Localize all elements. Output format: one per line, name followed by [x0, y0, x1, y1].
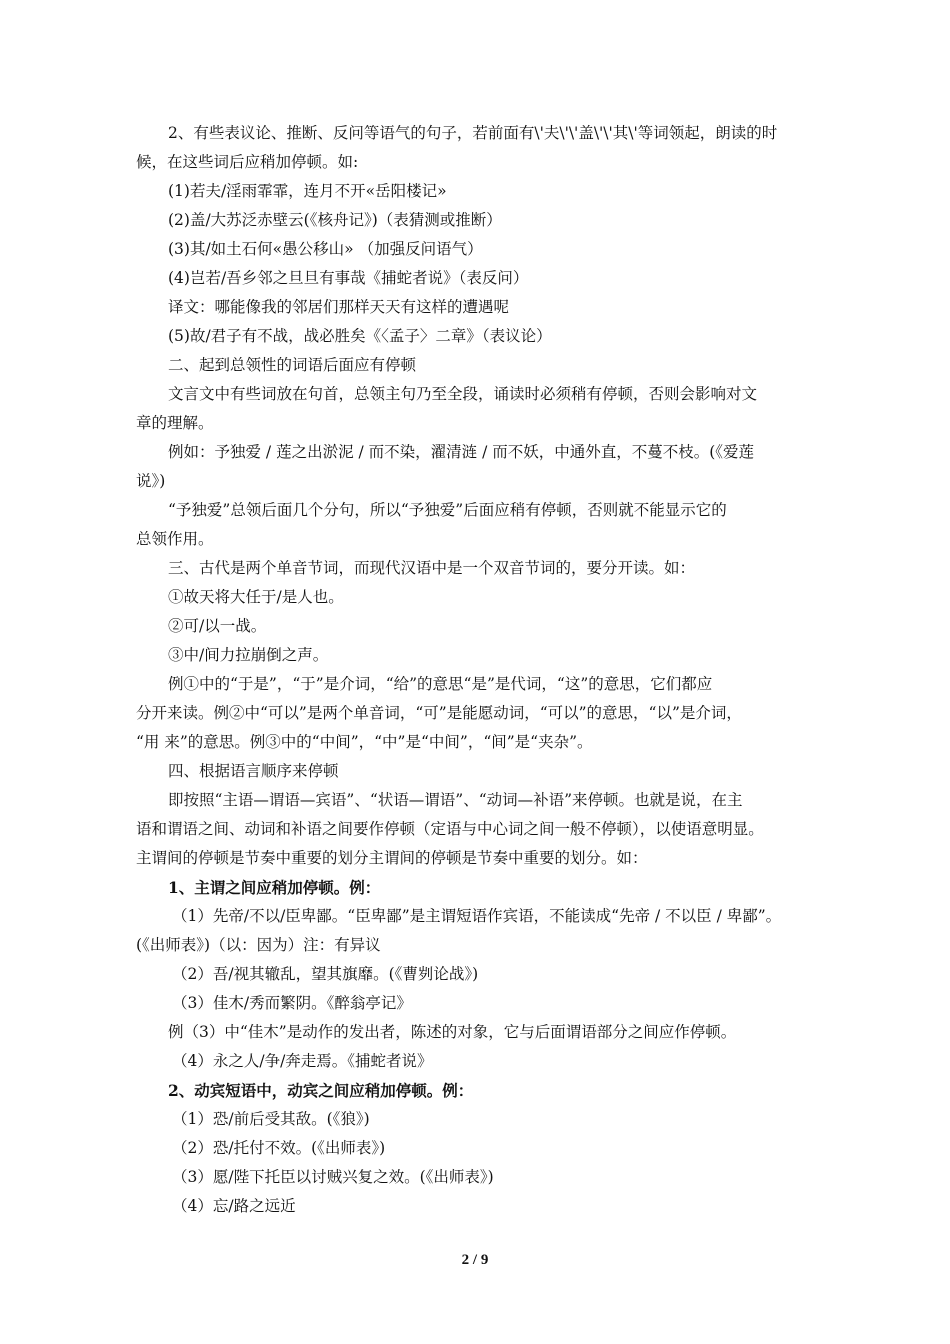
page-number: 2 / 9	[461, 1252, 489, 1268]
example-line: （3）佳木/秀而繁阴。《醉翁亭记》	[172, 994, 412, 1012]
list-item: (2)盖/大苏泛赤壁云(《核舟记》)（表猜测或推断）	[168, 211, 502, 229]
list-item: ③中/间力拉崩倒之声。	[168, 646, 329, 664]
section-heading: 三、古代是两个单音节词，而现代汉语中是一个双音节词的，要分开读。如：	[168, 559, 696, 577]
paragraph-line: “予独爱”总领后面几个分句，所以“予独爱”后面应稍有停顿，否则就不能显示它的	[168, 501, 727, 519]
paragraph-line: 2、有些表议论、推断、反问等语气的句子，若前面有\'夫\'\'盖\'\'其\'等词领起，朗读的时	[168, 124, 778, 142]
example-line: (《出师表》)（以：因为）注：有异议	[136, 936, 381, 954]
paragraph-line: 候，在这些词后应稍加停顿。如:	[136, 153, 359, 171]
example-line: （3）愿/陛下托臣以讨贼兴复之效。(《出师表》)	[172, 1168, 494, 1186]
list-item: (4)岂若/吾乡邻之旦旦有事哉《捕蛇者说》（表反问）	[168, 269, 529, 287]
paragraph-line: 章的理解。	[136, 414, 214, 432]
example-line: 说》)	[136, 472, 166, 490]
list-item: (3)其/如土石何«愚公移山» （加强反问语气）	[168, 240, 483, 258]
list-item: (1)若夫/淫雨霏霏，连月不开«岳阳楼记»	[168, 182, 447, 200]
example-line: （4）忘/路之远近	[172, 1197, 296, 1215]
example-line: （1）恐/前后受其敌。(《狼》)	[172, 1110, 370, 1128]
subsection-heading: 2、动宾短语中，动宾之间应稍加停顿。例：	[168, 1081, 474, 1100]
example-line: （2）吾/视其辙乱，望其旗靡。(《曹刿论战》)	[172, 965, 479, 983]
example-line: （2）恐/托付不效。(《出师表》)	[172, 1139, 386, 1157]
paragraph-line: 文言文中有些词放在句首，总领主句乃至全段，诵读时必须稍有停顿，否则会影响对文	[168, 385, 758, 403]
section-heading: 四、根据语言顺序来停顿	[168, 762, 339, 780]
list-item: (5)故/君子有不战，战必胜矣《〈孟子〉二章》（表议论）	[168, 327, 552, 345]
subsection-heading: 1、主谓之间应稍加停顿。例：	[168, 878, 381, 897]
example-line: （4）永之人/争/奔走焉。《捕蛇者说》	[172, 1052, 433, 1070]
list-item: ②可/以一战。	[168, 617, 267, 635]
example-line: 例如：予独爱 / 莲之出淤泥 / 而不染，濯清涟 / 而不妖，中通外直，不蔓不枝。(《爱莲	[168, 443, 755, 461]
list-item: ①故天将大任于/是人也。	[168, 588, 344, 606]
paragraph-line: 语和谓语之间、动词和补语之间要作停顿（定语与中心词之间一般不停顿），以使语意明显。	[136, 820, 764, 838]
paragraph-line: 例①中的“于是”，“于”是介词，“给”的意思“是”是代词，“这”的意思，它们都应	[168, 675, 713, 693]
paragraph-line: 例（3）中“佳木”是动作的发出者，陈述的对象，它与后面谓语部分之间应作停顿。	[168, 1023, 737, 1041]
translation-line: 译文：哪能像我的邻居们那样天天有这样的遭遇呢	[168, 298, 510, 316]
paragraph-line: 分开来读。例②中“可以”是两个单音词，“可”是能愿动词，“可以”的意思，“以”是介词，	[136, 704, 742, 722]
paragraph-line: 即按照“主语—谓语—宾语”、“状语—谓语”、“动词—补语”来停顿。也就是说，在主	[168, 791, 743, 809]
paragraph-line: 主谓间的停顿是节奏中重要的划分主谓间的停顿是节奏中重要的划分。如：	[136, 849, 648, 867]
section-heading: 二、起到总领性的词语后面应有停顿	[168, 356, 417, 374]
paragraph-line: “用 来”的意思。例③中的“中间”，“中”是“中间”，“间”是“夹杂”。	[136, 733, 593, 751]
paragraph-line: 总领作用。	[136, 530, 214, 548]
example-line: （1）先帝/不以/臣卑鄙。“臣卑鄙”是主谓短语作宾语，不能读成“先帝 / 不以臣 / 卑鄙”。	[172, 907, 782, 925]
